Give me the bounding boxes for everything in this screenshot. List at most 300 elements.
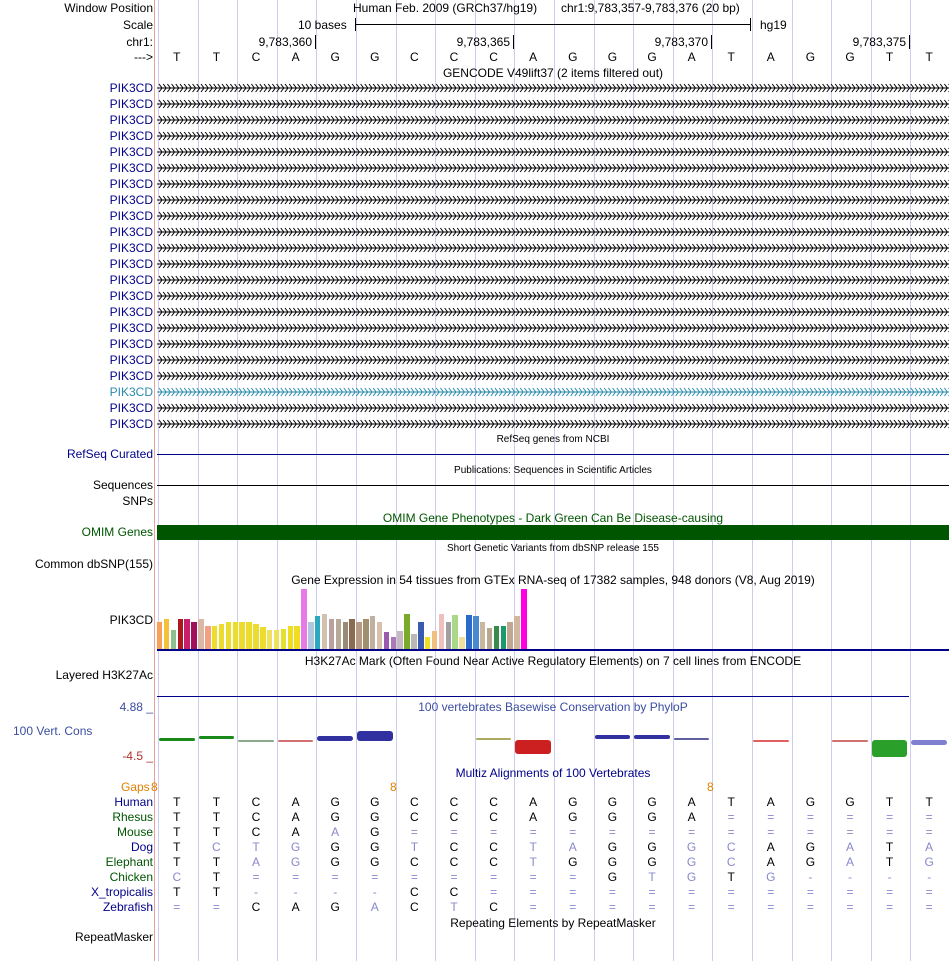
sequence-base: G bbox=[330, 50, 340, 64]
species-label[interactable]: Rhesus bbox=[112, 810, 153, 824]
gtex-tissue-bar[interactable] bbox=[391, 637, 396, 649]
alignment-base: = bbox=[292, 870, 300, 884]
alignment-base: A bbox=[845, 855, 854, 869]
phylop-glyph[interactable] bbox=[595, 735, 631, 739]
gtex-tissue-bar[interactable] bbox=[246, 622, 251, 649]
gtex-tissue-bar[interactable] bbox=[171, 630, 176, 649]
gencode-transcript-label[interactable]: PIK3CD bbox=[109, 369, 153, 383]
refseq-track-title: RefSeq genes from NCBI bbox=[496, 434, 610, 445]
gtex-tissue-bar[interactable] bbox=[356, 622, 361, 649]
refseq-line[interactable] bbox=[157, 454, 949, 455]
gtex-tissue-bar[interactable] bbox=[487, 628, 492, 649]
alignment-base: G bbox=[686, 855, 697, 869]
alignment-base: = bbox=[608, 825, 616, 839]
alignment-base: = bbox=[173, 900, 181, 914]
gtex-tissue-bar[interactable] bbox=[260, 627, 265, 649]
alignment-base: T bbox=[212, 795, 221, 809]
sequence-base: G bbox=[370, 50, 380, 64]
alignment-base: G bbox=[647, 795, 657, 809]
alignment-base: = bbox=[767, 825, 775, 839]
alignment-base: T bbox=[925, 795, 933, 809]
sequence-base: A bbox=[766, 50, 775, 64]
phylop-glyph[interactable] bbox=[674, 738, 710, 740]
gtex-tissue-bar[interactable] bbox=[301, 589, 306, 649]
base-guideline bbox=[554, 0, 555, 961]
alignment-base: G bbox=[370, 825, 380, 839]
alignment-base: - bbox=[887, 870, 892, 884]
ruler-tick bbox=[909, 35, 910, 49]
alignment-base: = bbox=[212, 900, 220, 914]
alignment-base: T bbox=[212, 825, 221, 839]
sequence-base: G bbox=[805, 50, 816, 64]
alignment-base: - bbox=[927, 870, 932, 884]
gencode-transcript-line[interactable] bbox=[157, 227, 949, 238]
refseq-label[interactable]: RefSeq Curated bbox=[66, 447, 153, 461]
alignment-base: C bbox=[449, 795, 459, 809]
alignment-base: T bbox=[212, 885, 221, 899]
alignment-base: G bbox=[686, 870, 697, 884]
gtex-tissue-bar[interactable] bbox=[397, 631, 402, 649]
gtex-tissue-bar[interactable] bbox=[308, 622, 313, 649]
alignment-base: G bbox=[647, 840, 657, 854]
alignment-base: C bbox=[489, 900, 498, 914]
species-label[interactable]: X_tropicalis bbox=[90, 885, 153, 899]
alignment-base: = bbox=[688, 900, 696, 914]
alignment-base: A bbox=[766, 855, 775, 869]
alignment-base: C bbox=[251, 810, 261, 824]
alignment-base: = bbox=[806, 810, 814, 824]
base-guideline bbox=[277, 0, 278, 961]
species-label[interactable]: Zebrafish bbox=[102, 900, 153, 914]
scale-text: 10 bases bbox=[298, 18, 347, 32]
gtex-tissue-bar[interactable] bbox=[466, 615, 471, 649]
sequence-base: C bbox=[489, 50, 498, 64]
alignment-base: = bbox=[846, 900, 854, 914]
base-guideline bbox=[198, 0, 199, 961]
alignment-base: T bbox=[529, 855, 537, 869]
gtex-tissue-bar[interactable] bbox=[219, 624, 224, 649]
gtex-tissue-bar[interactable] bbox=[184, 619, 189, 649]
alignment-base: = bbox=[529, 885, 537, 899]
gencode-transcript-line[interactable] bbox=[157, 211, 949, 222]
alignment-base: G bbox=[647, 855, 657, 869]
gencode-transcript-line[interactable] bbox=[157, 259, 949, 270]
alignment-base: = bbox=[886, 825, 894, 839]
scale-bar bbox=[355, 24, 751, 25]
alignment-base: G bbox=[766, 870, 776, 884]
gtex-tissue-bar[interactable] bbox=[501, 626, 506, 649]
phylop-label[interactable]: 100 Vert. Cons bbox=[13, 724, 93, 738]
dbsnp-label[interactable]: Common dbSNP(155) bbox=[34, 557, 153, 571]
phylop-glyph[interactable] bbox=[753, 740, 789, 742]
alignment-base: = bbox=[925, 810, 933, 824]
gtex-tissue-bar[interactable] bbox=[452, 615, 457, 649]
gencode-transcript-label[interactable]: PIK3CD bbox=[109, 129, 153, 143]
gtex-tissue-bar[interactable] bbox=[253, 624, 258, 649]
alignment-base: = bbox=[490, 825, 498, 839]
gtex-tissue-bar[interactable] bbox=[191, 622, 196, 649]
gencode-transcript-line[interactable] bbox=[157, 163, 949, 174]
species-label[interactable]: Dog bbox=[130, 840, 153, 854]
phylop-glyph[interactable] bbox=[634, 735, 670, 739]
h3k27ac-baseline bbox=[157, 696, 909, 697]
sequence-base: G bbox=[607, 50, 618, 64]
gencode-transcript-line[interactable] bbox=[157, 115, 949, 126]
omim-label[interactable]: OMIM Genes bbox=[81, 525, 153, 539]
alignment-base: C bbox=[251, 900, 261, 914]
alignment-base: G bbox=[330, 810, 340, 824]
gencode-transcript-line[interactable] bbox=[157, 147, 949, 158]
gencode-transcript-label[interactable]: PIK3CD bbox=[109, 225, 153, 239]
gtex-tissue-bar[interactable] bbox=[411, 634, 416, 649]
gencode-transcript-label[interactable]: PIK3CD bbox=[109, 321, 153, 335]
phylop-glyph[interactable] bbox=[317, 736, 353, 741]
species-label[interactable]: Human bbox=[114, 795, 153, 809]
sequence-base: C bbox=[449, 50, 459, 64]
base-guideline bbox=[633, 0, 634, 961]
gtex-tissue-bar[interactable] bbox=[329, 619, 334, 649]
alignment-base: A bbox=[845, 840, 854, 854]
alignment-base: G bbox=[290, 840, 301, 854]
gencode-transcript-label[interactable]: PIK3CD bbox=[109, 145, 153, 159]
gtex-tissue-bar[interactable] bbox=[343, 622, 348, 649]
alignment-base: = bbox=[886, 885, 894, 899]
gtex-tissue-bar[interactable] bbox=[459, 637, 464, 649]
publications-line[interactable] bbox=[157, 485, 949, 486]
alignment-base: = bbox=[529, 825, 537, 839]
alignment-base: T bbox=[173, 885, 181, 899]
ruler-position-label: 9,783,375 bbox=[852, 35, 906, 49]
phylop-track-title: 100 vertebrates Basewise Conservation by PhyloP bbox=[418, 700, 688, 714]
gtex-tissue-bar[interactable] bbox=[294, 626, 299, 649]
alignment-base: = bbox=[450, 870, 458, 884]
gencode-transcript-line[interactable] bbox=[157, 131, 949, 142]
gtex-tissue-bar[interactable] bbox=[384, 632, 389, 649]
phylop-glyph[interactable] bbox=[199, 736, 235, 739]
sequence-base: T bbox=[925, 50, 933, 64]
alignment-base: = bbox=[648, 900, 656, 914]
alignment-base: = bbox=[925, 885, 933, 899]
gencode-transcript-line[interactable] bbox=[157, 243, 949, 254]
base-guideline bbox=[871, 0, 872, 961]
gtex-tissue-bar[interactable] bbox=[226, 622, 231, 649]
gencode-transcript-line[interactable] bbox=[157, 323, 949, 334]
alignment-base: = bbox=[688, 885, 696, 899]
alignment-base: A bbox=[291, 810, 300, 824]
gencode-transcript-label[interactable]: PIK3CD bbox=[109, 113, 153, 127]
alignment-base: = bbox=[767, 810, 775, 824]
gtex-tissue-bar[interactable] bbox=[418, 622, 423, 649]
gtex-tissue-bar[interactable] bbox=[274, 630, 279, 649]
alignment-base: C bbox=[251, 795, 261, 809]
gtex-tissue-bar[interactable] bbox=[446, 622, 451, 649]
alignment-base: G bbox=[805, 840, 816, 854]
phylop-glyph[interactable] bbox=[832, 740, 868, 742]
gencode-transcript-label[interactable]: PIK3CD bbox=[109, 289, 153, 303]
alignment-base: T bbox=[885, 855, 894, 869]
repeatmasker-label[interactable]: RepeatMasker bbox=[74, 930, 153, 944]
alignment-base: G bbox=[607, 810, 618, 824]
alignment-base: = bbox=[252, 870, 260, 884]
phylop-min-label: -4.5 _ bbox=[122, 749, 153, 763]
alignment-base: G bbox=[568, 855, 578, 869]
alignment-base: C bbox=[726, 855, 736, 869]
alignment-base: A bbox=[925, 840, 934, 854]
gencode-transcript-line[interactable] bbox=[157, 339, 949, 350]
alignment-base: A bbox=[331, 825, 340, 839]
gtex-tissue-bar[interactable] bbox=[336, 619, 341, 649]
phylop-glyph[interactable] bbox=[357, 731, 393, 741]
gencode-transcript-label[interactable]: PIK3CD bbox=[109, 401, 153, 415]
gencode-transcript-label[interactable]: PIK3CD bbox=[109, 241, 153, 255]
alignment-base: = bbox=[371, 870, 379, 884]
alignment-base: T bbox=[173, 840, 181, 854]
scale-bar-left-tick bbox=[355, 18, 356, 31]
gtex-tissue-bar[interactable] bbox=[507, 622, 512, 649]
sequence-base: T bbox=[173, 50, 181, 64]
gencode-transcript-label[interactable]: PIK3CD bbox=[109, 337, 153, 351]
alignment-base: = bbox=[806, 825, 814, 839]
alignment-base: T bbox=[212, 810, 221, 824]
sequence-base: G bbox=[845, 50, 855, 64]
sequence-base: A bbox=[687, 50, 696, 64]
h3k27ac-track-title: H3K27Ac Mark (Often Found Near Active Regulatory Elements) on 7 cell lines from ENCODE bbox=[304, 654, 802, 668]
gencode-transcript-label[interactable]: PIK3CD bbox=[109, 97, 153, 111]
gtex-tissue-bar[interactable] bbox=[521, 589, 526, 649]
gencode-transcript-line[interactable] bbox=[157, 403, 949, 414]
alignment-base: G bbox=[805, 795, 816, 809]
phylop-glyph[interactable] bbox=[476, 738, 512, 740]
alignment-base: = bbox=[410, 870, 418, 884]
gap-mark: 8 bbox=[707, 780, 714, 794]
sequence-base: G bbox=[647, 50, 657, 64]
gtex-tissue-bar[interactable] bbox=[164, 619, 169, 649]
alignment-base: A bbox=[568, 840, 577, 854]
gtex-tissue-bar[interactable] bbox=[315, 616, 320, 649]
gtex-track-title: Gene Expression in 54 tissues from GTEx RNA-seq of 17382 samples, 948 donors (V8, Aug 2019) bbox=[291, 573, 815, 587]
phylop-glyph[interactable] bbox=[515, 740, 551, 754]
alignment-base: G bbox=[330, 855, 340, 869]
alignment-base: G bbox=[805, 855, 816, 869]
gtex-tissue-bar[interactable] bbox=[239, 622, 244, 649]
alignment-base: = bbox=[886, 900, 894, 914]
alignment-base: C bbox=[489, 810, 498, 824]
alignment-base: A bbox=[687, 795, 696, 809]
gtex-tissue-bar[interactable] bbox=[363, 619, 368, 649]
alignment-base: C bbox=[410, 855, 419, 869]
alignment-base: = bbox=[688, 825, 696, 839]
gencode-transcript-line[interactable] bbox=[157, 179, 949, 190]
phylop-glyph[interactable] bbox=[278, 740, 314, 742]
scale-label: Scale bbox=[122, 18, 153, 32]
gtex-tissue-bar[interactable] bbox=[267, 630, 272, 649]
base-guideline bbox=[673, 0, 674, 961]
alignment-base: T bbox=[173, 855, 181, 869]
species-label[interactable]: Mouse bbox=[116, 825, 153, 839]
phylop-max-label: 4.88 _ bbox=[119, 700, 153, 714]
gtex-tissue-bar[interactable] bbox=[212, 626, 217, 649]
gtex-tissue-bar[interactable] bbox=[377, 622, 382, 649]
alignment-base: T bbox=[885, 795, 894, 809]
gencode-transcript-line[interactable] bbox=[157, 387, 949, 398]
gencode-transcript-line[interactable] bbox=[157, 371, 949, 382]
gtex-label[interactable]: PIK3CD bbox=[109, 613, 153, 627]
gtex-tissue-bar[interactable] bbox=[494, 626, 499, 649]
alignment-base: G bbox=[924, 855, 934, 869]
gencode-transcript-label[interactable]: PIK3CD bbox=[109, 81, 153, 95]
repeatmasker-track-title: Repeating Elements by RepeatMasker bbox=[450, 916, 656, 930]
gtex-tissue-bar[interactable] bbox=[473, 616, 478, 649]
gencode-transcript-label[interactable]: PIK3CD bbox=[109, 177, 153, 191]
phylop-glyph[interactable] bbox=[159, 738, 195, 741]
gencode-transcript-label[interactable]: PIK3CD bbox=[109, 161, 153, 175]
alignment-base: = bbox=[727, 885, 735, 899]
alignment-base: C bbox=[489, 795, 498, 809]
alignment-base: G bbox=[607, 870, 618, 884]
gtex-tissue-bar[interactable] bbox=[288, 626, 293, 649]
alignment-base: G bbox=[568, 810, 578, 824]
gtex-tissue-bar[interactable] bbox=[157, 622, 162, 649]
gtex-tissue-bar[interactable] bbox=[432, 631, 437, 649]
gencode-transcript-line[interactable] bbox=[157, 307, 949, 318]
alignment-base: T bbox=[252, 840, 260, 854]
alignment-base: T bbox=[173, 810, 181, 824]
gtex-tissue-bar[interactable] bbox=[370, 616, 375, 649]
alignment-base: A bbox=[529, 795, 538, 809]
alignment-base: G bbox=[370, 855, 380, 869]
alignment-base: C bbox=[489, 840, 498, 854]
gencode-track-title: GENCODE V49lift37 (2 items filtered out) bbox=[442, 66, 664, 80]
alignment-base: T bbox=[727, 795, 735, 809]
alignment-base: A bbox=[291, 795, 300, 809]
base-guideline bbox=[792, 0, 793, 961]
base-guideline bbox=[752, 0, 753, 961]
gtex-tissue-bar[interactable] bbox=[205, 626, 210, 649]
gencode-transcript-line[interactable] bbox=[157, 355, 949, 366]
ruler-position-label: 9,783,365 bbox=[456, 35, 510, 49]
sequence-base: C bbox=[251, 50, 261, 64]
publications-label[interactable]: Sequences bbox=[92, 478, 153, 492]
alignment-base: C bbox=[212, 840, 221, 854]
species-label[interactable]: Chicken bbox=[109, 870, 153, 884]
gtex-tissue-bar[interactable] bbox=[322, 614, 327, 649]
alignment-base: C bbox=[410, 795, 419, 809]
gencode-transcript-label[interactable]: PIK3CD bbox=[109, 273, 153, 287]
base-guideline bbox=[475, 0, 476, 961]
gencode-transcript-label[interactable]: PIK3CD bbox=[109, 193, 153, 207]
gtex-tissue-bar[interactable] bbox=[404, 614, 409, 649]
phylop-glyph[interactable] bbox=[872, 740, 908, 757]
gencode-transcript-line[interactable] bbox=[157, 195, 949, 206]
gencode-transcript-label[interactable]: PIK3CD bbox=[109, 385, 153, 399]
base-guideline bbox=[831, 0, 832, 961]
alignment-base: C bbox=[726, 840, 736, 854]
ruler-position-label: 9,783,370 bbox=[654, 35, 708, 49]
alignment-base: - bbox=[333, 885, 338, 899]
alignment-base: A bbox=[766, 795, 775, 809]
ruler-tick bbox=[711, 35, 712, 49]
alignment-base: C bbox=[251, 825, 261, 839]
sequence-base: A bbox=[291, 50, 300, 64]
strand-label: ---> bbox=[134, 50, 153, 64]
alignment-base: A bbox=[687, 810, 696, 824]
alignment-base: A bbox=[529, 810, 538, 824]
phylop-glyph[interactable] bbox=[238, 740, 274, 742]
alignment-base: = bbox=[767, 885, 775, 899]
gtex-tissue-bar[interactable] bbox=[178, 619, 183, 649]
alignment-base: = bbox=[727, 900, 735, 914]
alignment-base: = bbox=[806, 885, 814, 899]
base-guideline bbox=[514, 0, 515, 961]
gencode-transcript-label[interactable]: PIK3CD bbox=[109, 257, 153, 271]
publications-snps-label[interactable]: SNPs bbox=[122, 494, 153, 508]
base-guideline bbox=[158, 0, 159, 961]
alignment-base: A bbox=[291, 900, 300, 914]
gtex-tissue-bar[interactable] bbox=[198, 619, 203, 649]
window-position-label: Window Position bbox=[64, 1, 153, 15]
gencode-transcript-label[interactable]: PIK3CD bbox=[109, 353, 153, 367]
alignment-base: G bbox=[607, 840, 618, 854]
position-range[interactable]: chr1:9,783,357-9,783,376 (20 bp) bbox=[561, 1, 740, 15]
alignment-base: = bbox=[529, 870, 537, 884]
gencode-transcript-line[interactable] bbox=[157, 291, 949, 302]
gtex-tissue-bar[interactable] bbox=[349, 619, 354, 649]
alignment-base: G bbox=[647, 810, 657, 824]
gtex-tissue-bar[interactable] bbox=[439, 614, 444, 649]
alignment-base: C bbox=[449, 840, 459, 854]
alignment-base: G bbox=[290, 855, 301, 869]
ruler-tick bbox=[315, 35, 316, 49]
gtex-tissue-bar[interactable] bbox=[233, 622, 238, 649]
alignment-base: G bbox=[370, 810, 380, 824]
sequence-base: G bbox=[568, 50, 578, 64]
alignment-base: C bbox=[489, 855, 498, 869]
gtex-tissue-bar[interactable] bbox=[480, 622, 485, 649]
gencode-transcript-line[interactable] bbox=[157, 83, 949, 94]
alignment-base: = bbox=[569, 870, 577, 884]
alignment-base: = bbox=[648, 885, 656, 899]
alignment-base: = bbox=[331, 870, 339, 884]
gencode-transcript-label[interactable]: PIK3CD bbox=[109, 209, 153, 223]
gtex-tissue-bar[interactable] bbox=[425, 637, 430, 649]
gencode-transcript-line[interactable] bbox=[157, 419, 949, 430]
h3k27ac-label[interactable]: Layered H3K27Ac bbox=[55, 668, 153, 682]
gtex-tissue-bar[interactable] bbox=[514, 616, 519, 649]
alignment-base: = bbox=[490, 885, 498, 899]
omim-phenotype-bar[interactable] bbox=[157, 525, 949, 540]
alignment-base: - bbox=[372, 885, 377, 899]
gencode-transcript-line[interactable] bbox=[157, 99, 949, 110]
gencode-transcript-label[interactable]: PIK3CD bbox=[109, 417, 153, 431]
sequence-base: A bbox=[529, 50, 538, 64]
gencode-transcript-label[interactable]: PIK3CD bbox=[109, 305, 153, 319]
alignment-base: G bbox=[607, 795, 618, 809]
phylop-glyph[interactable] bbox=[911, 740, 947, 745]
multiz-track-title: Multiz Alignments of 100 Vertebrates bbox=[455, 766, 651, 780]
gtex-tissue-bar[interactable] bbox=[281, 629, 286, 649]
publications-track-title: Publications: Sequences in Scientific Articles bbox=[454, 465, 652, 476]
gap-mark: 8 bbox=[390, 780, 397, 794]
alignment-base: G bbox=[330, 900, 340, 914]
alignment-base: = bbox=[846, 885, 854, 899]
alignment-base: = bbox=[529, 900, 537, 914]
gencode-transcript-line[interactable] bbox=[157, 275, 949, 286]
alignment-base: T bbox=[885, 840, 894, 854]
alignment-base: T bbox=[450, 900, 458, 914]
alignment-base: = bbox=[846, 810, 854, 824]
species-label[interactable]: Elephant bbox=[105, 855, 153, 869]
alignment-base: T bbox=[727, 870, 735, 884]
